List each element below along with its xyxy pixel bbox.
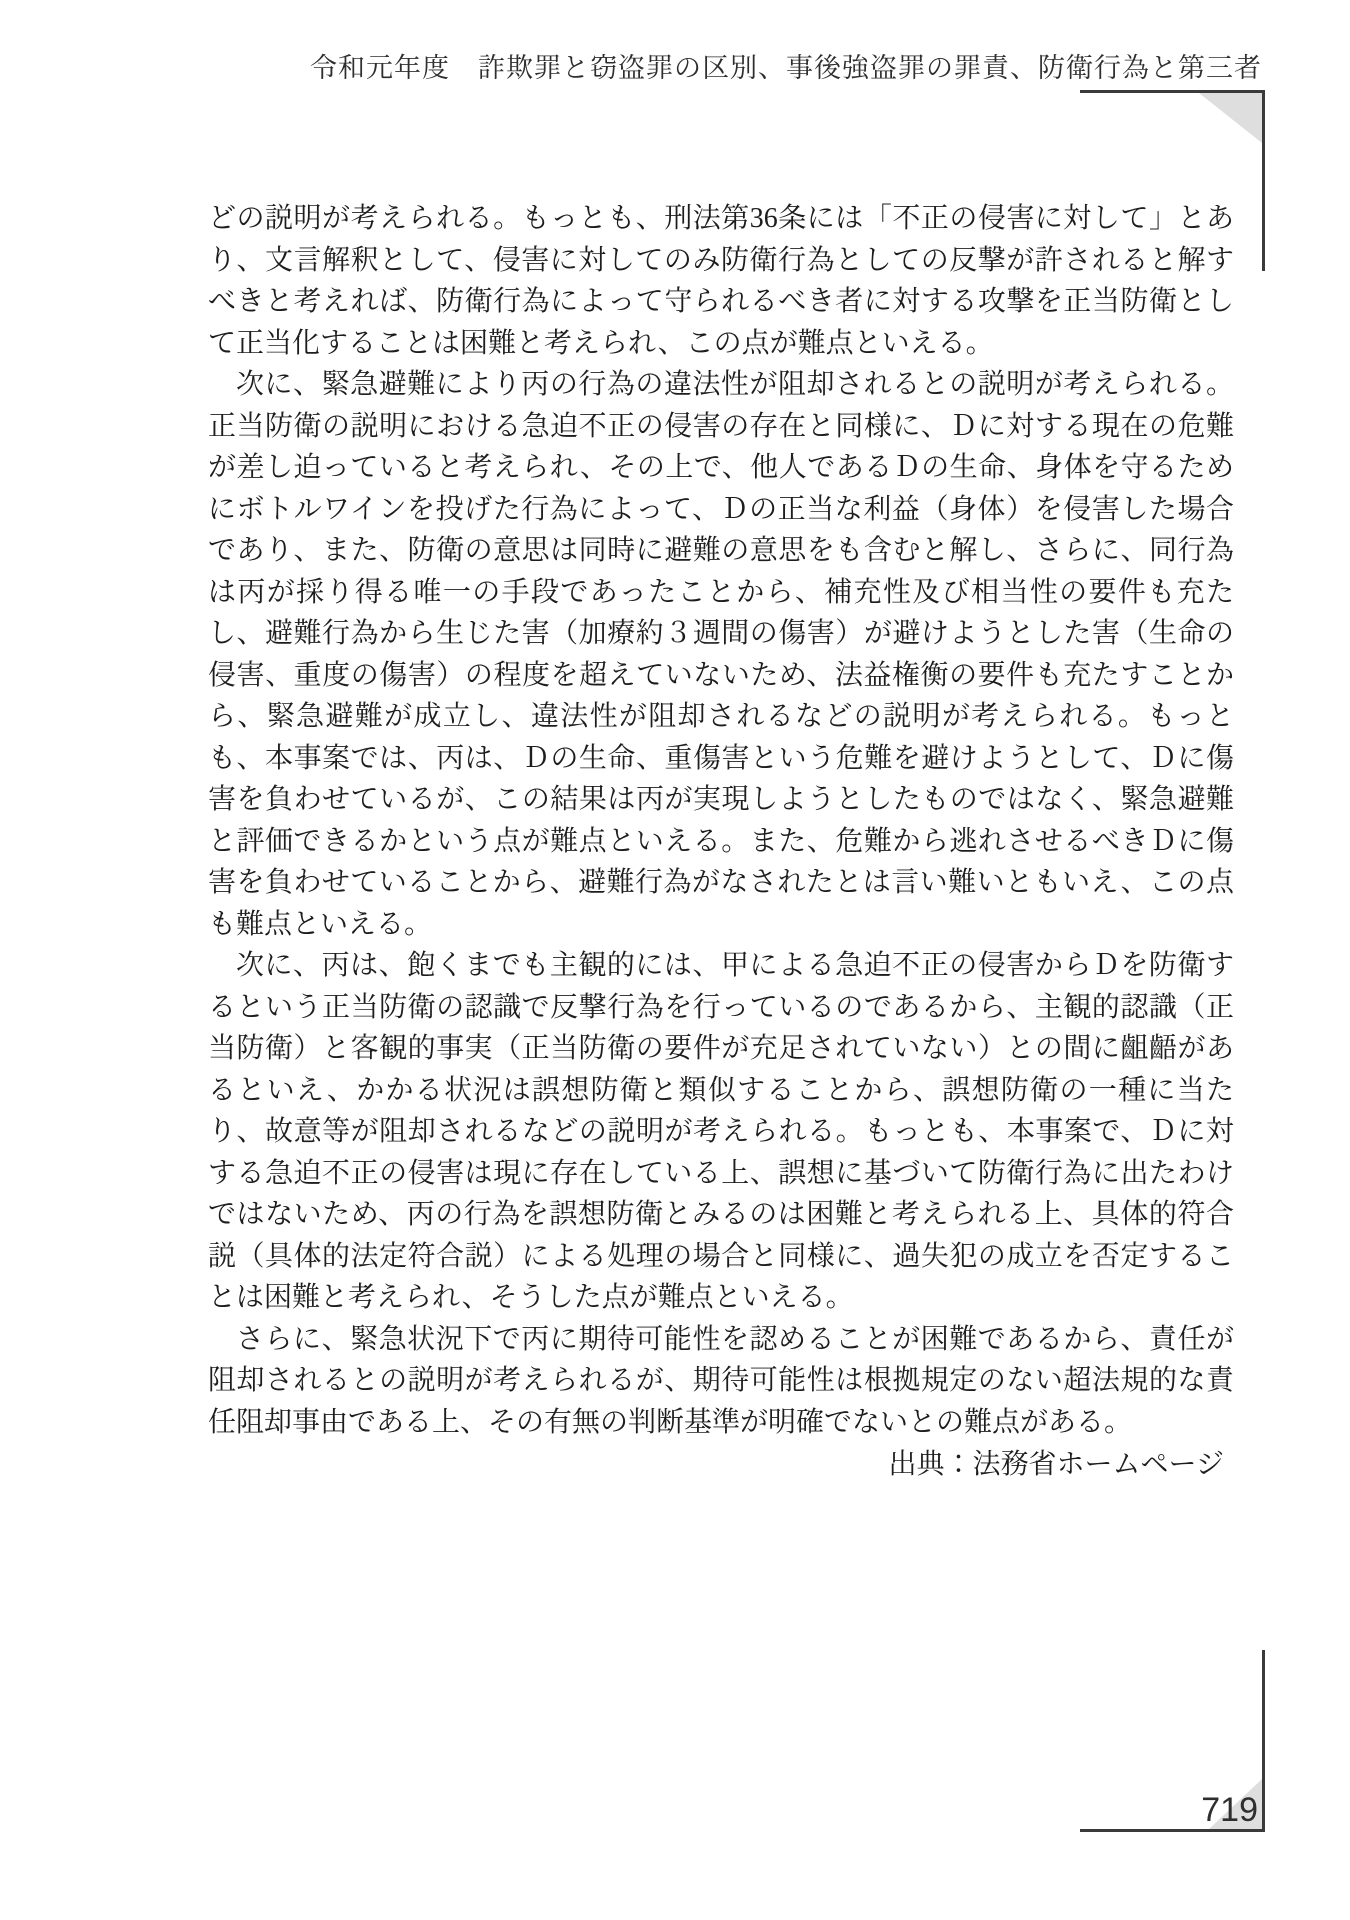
page-number: 719 bbox=[1201, 1791, 1258, 1829]
top-corner-rule-horizontal bbox=[1080, 90, 1265, 93]
top-corner-rule-vertical bbox=[1262, 90, 1265, 271]
top-corner-triangle bbox=[1199, 93, 1262, 143]
source-line: 出典：法務省ホームページ bbox=[888, 1448, 1224, 1479]
paragraph-4: さらに、緊急状況下で丙に期待可能性を認めることが困難であるから、責任が阻却されるとの説明が考えられるが、期待可能性は根拠規定のない超法規的な責任阻却事由である上、その有無の判断基準が明確でないとの難点がある。 bbox=[208, 1323, 1234, 1438]
paragraph-1: どの説明が考えられる。もっとも、刑法第36条には「不正の侵害に対して」とあり、文言解釈として、侵害に対してのみ防衛行為としての反撃が許されると解すべきと考えれば、防衛行為によって守られるべき者に対する攻撃を正当防衛として正当化することは困難と考えられ、この点が難点といえる。 bbox=[208, 203, 1234, 359]
bottom-corner-rule-horizontal bbox=[1080, 1829, 1265, 1832]
paragraph-3: 次に、丙は、飽くまでも主観的には、甲による急迫不正の侵害からＤを防衛するという正当防衛の認識で反撃行為を行っているのであるから、主観的認識（正当防衛）と客観的事実（正当防衛の要件が充足されていない）との間に齟齬があるといえ、かかる状況は誤想防衛と類似することから、誤想防衛の一種に当たり、故意等が阻却されるなどの説明が考えられる。もっとも、本事案で、Ｄに対する急迫不正の侵害は現に存在している上、誤想に基づいて防衛行為に出たわけではないため、丙の行為を誤想防衛とみるのは困難と考えられる上、具体的符合説（具体的法定符合説）による処理の場合と同様に、過失犯の成立を否定することは困難と考えられ、そうした点が難点といえる。 bbox=[208, 950, 1234, 1313]
body-text bbox=[208, 198, 1234, 1485]
paragraph-2: 次に、緊急避難により丙の行為の違法性が阻却されるとの説明が考えられる。正当防衛の説明における急迫不正の侵害の存在と同様に、Ｄに対する現在の危難が差し迫っていると考えられ、その上で、他人であるＤの生命、身体を守るためにボトルワインを投げた行為によって、Ｄの正当な利益（身体）を侵害した場合であり、また、防衛の意思は同時に避難の意思をも含むと解し、さらに、同行為は丙が採り得る唯一の手段であったことから、補充性及び相当性の要件も充たし、避難行為から生じた害（加療約３週間の傷害）が避けようとした害（生命の侵害、重度の傷害）の程度を超えていないため、法益権衡の要件も充たすことから、緊急避難が成立し、違法性が阻却されるなどの説明が考えられる。もっとも、本事案では、丙は、Ｄの生命、重傷害という危難を避けようとして、Ｄに傷害を負わせているが、この結果は丙が実現しようとしたものではなく、緊急避難と評価できるかという点が難点といえる。また、危難から逃れさせるべきＤに傷害を負わせていることから、避難行為がなされたとは言い難いともいえ、この点も難点といえる。 bbox=[208, 369, 1234, 940]
bottom-corner-rule-vertical bbox=[1262, 1650, 1265, 1832]
running-head-title: 令和元年度 詐欺罪と窃盗罪の区別、事後強盗罪の罪責、防衛行為と第三者 bbox=[310, 53, 1262, 83]
